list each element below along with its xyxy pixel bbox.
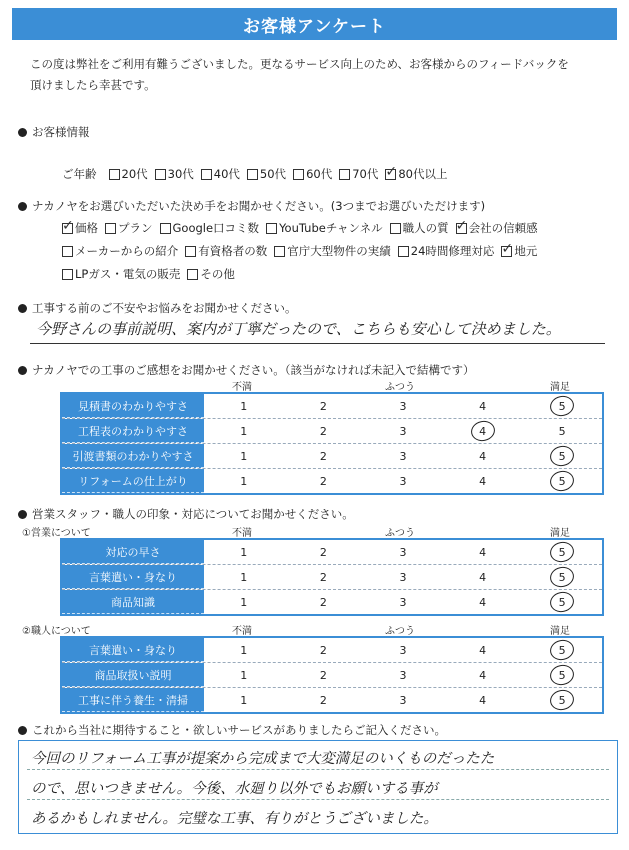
rating-number: 3	[399, 570, 407, 584]
rating-option-5[interactable]	[522, 590, 602, 614]
checkbox[interactable]	[109, 169, 120, 180]
rating-option-5[interactable]	[522, 688, 602, 712]
concerns-answer: 今野さんの事前説明、案内が丁寧だったので、こちらも安心して決めました。	[36, 320, 561, 338]
rating-row-label: 工程表のわかりやすさ	[62, 419, 204, 443]
checkbox[interactable]	[390, 223, 401, 234]
rating-option-1[interactable]	[204, 688, 284, 712]
rating-option-4[interactable]	[443, 469, 523, 493]
selected-circle-icon	[548, 663, 576, 688]
decision-options-row-2	[62, 240, 544, 259]
rating-row	[62, 688, 602, 712]
concerns-heading-text: 工事する前のご不安やお悩みをお聞かせください。	[32, 301, 297, 315]
checkmark-icon: ✓	[62, 217, 74, 234]
rating-number: 3	[399, 474, 407, 488]
rating-option-2[interactable]	[284, 565, 364, 589]
decision-heading-text: ナカノヤをお選びいただいた決め手をお聞かせください。(3つまでお選びいただけます)	[32, 199, 486, 213]
option-label: 職人の質	[402, 221, 449, 235]
rating-option-5[interactable]	[522, 394, 602, 418]
impressions-heading	[18, 362, 475, 378]
rating-number: 5	[558, 545, 566, 559]
checkbox-option[interactable]	[109, 166, 148, 182]
scale-high: 満足	[550, 382, 570, 393]
scale-mid: ふつう	[385, 382, 415, 393]
rating-option-4[interactable]	[443, 638, 523, 662]
rating-number: 2	[319, 545, 327, 559]
rating-number: 2	[319, 693, 327, 707]
rating-number: 1	[240, 545, 248, 559]
rating-number: 5	[558, 570, 566, 584]
rating-number: 4	[479, 693, 487, 707]
rating-number: 1	[240, 643, 248, 657]
checkbox-option[interactable]	[247, 166, 286, 182]
rating-number: 5	[558, 424, 566, 438]
rating-option-2[interactable]	[284, 540, 364, 564]
checkbox-option[interactable]	[293, 166, 332, 182]
intro-text	[30, 54, 610, 96]
concerns-heading	[18, 300, 297, 316]
rating-number: 5	[558, 595, 566, 609]
rating-option-1[interactable]	[204, 540, 284, 564]
checkbox[interactable]	[155, 169, 166, 180]
option-label: Google口コミ数	[172, 221, 260, 235]
selected-circle-icon	[548, 540, 576, 565]
checkbox-option[interactable]	[398, 243, 495, 259]
rating-number: 4	[479, 545, 487, 559]
craft-subheading: ②職人について	[22, 626, 91, 637]
rating-option-4[interactable]	[443, 540, 523, 564]
rating-number: 1	[240, 668, 248, 682]
rating-option-3[interactable]	[363, 638, 443, 662]
rating-number: 3	[399, 424, 407, 438]
option-label: YouTubeチャンネル	[279, 221, 383, 235]
selected-circle-icon	[548, 565, 576, 590]
rating-option-4[interactable]	[443, 394, 523, 418]
rating-number: 5	[558, 474, 566, 488]
rating-number: 4	[479, 570, 487, 584]
checkmark-icon: ✓	[455, 217, 468, 234]
rating-row-label: 商品取扱い説明	[62, 663, 204, 687]
scale-mid: ふつう	[385, 528, 415, 539]
checkbox-option[interactable]	[187, 266, 235, 282]
rating-option-4[interactable]	[443, 444, 523, 468]
checkbox-option[interactable]	[455, 217, 538, 236]
staff-heading-text: 営業スタッフ・職人の印象・対応についてお聞かせください。	[32, 507, 354, 521]
checkbox-option[interactable]	[105, 220, 153, 236]
rating-number: 3	[399, 668, 407, 682]
box-line	[27, 769, 609, 770]
rating-option-4[interactable]	[443, 565, 523, 589]
bullet-icon	[18, 726, 27, 735]
rating-number: 5	[558, 399, 566, 413]
selected-circle-icon	[548, 590, 576, 615]
selected-circle-icon	[548, 638, 576, 663]
rating-number: 1	[240, 595, 248, 609]
selected-circle-icon	[548, 469, 576, 494]
staff-heading	[18, 506, 354, 522]
rating-option-2[interactable]	[284, 444, 364, 468]
checkbox[interactable]	[62, 269, 73, 280]
rating-row-label: 工事に伴う養生・清掃	[62, 688, 204, 712]
option-label: 地元	[514, 244, 538, 258]
rating-row	[62, 663, 602, 688]
expectations-line-2: ので、思いつきません。今後、水廻り以外でもお願いする事が	[31, 781, 438, 797]
checkbox-option[interactable]	[185, 243, 267, 259]
rating-option-3[interactable]	[363, 540, 443, 564]
bullet-icon	[18, 202, 27, 211]
rating-option-2[interactable]	[284, 688, 364, 712]
bullet-icon	[18, 304, 27, 313]
rating-number: 3	[399, 545, 407, 559]
rating-option-5[interactable]	[522, 419, 602, 443]
rating-number: 2	[319, 570, 327, 584]
rating-option-1[interactable]	[204, 638, 284, 662]
option-label: 官庁大型物件の実績	[287, 244, 391, 258]
rating-number: 4	[479, 474, 487, 488]
checkbox[interactable]	[62, 217, 74, 234]
checkbox[interactable]	[266, 223, 277, 234]
rating-row	[62, 444, 602, 469]
rating-number: 2	[319, 668, 327, 682]
rating-number: 4	[479, 643, 487, 657]
checkbox-option[interactable]	[201, 166, 240, 182]
rating-option-1[interactable]	[204, 590, 284, 614]
scale-high: 満足	[550, 528, 570, 539]
checkbox[interactable]	[201, 169, 212, 180]
rating-option-2[interactable]	[284, 469, 364, 493]
rating-number: 2	[319, 399, 327, 413]
age-options	[62, 163, 454, 182]
rating-option-5[interactable]	[522, 444, 602, 468]
rating-number: 4	[479, 424, 487, 438]
rating-number: 1	[240, 570, 248, 584]
checkbox-option[interactable]	[501, 240, 538, 259]
checkbox[interactable]	[274, 246, 285, 257]
option-label: 24時間修理対応	[410, 244, 495, 258]
rating-option-4[interactable]	[443, 688, 523, 712]
checkbox[interactable]	[339, 169, 350, 180]
customer-info-heading	[18, 124, 90, 140]
checkbox[interactable]	[160, 223, 171, 234]
rating-number: 5	[558, 449, 566, 463]
customer-info-heading-text: お客様情報	[32, 125, 90, 139]
rating-option-5[interactable]	[522, 469, 602, 493]
rating-option-3[interactable]	[363, 565, 443, 589]
rating-number: 4	[479, 449, 487, 463]
rating-row-label: 見積書のわかりやすさ	[62, 394, 204, 418]
rating-number: 1	[240, 474, 248, 488]
rating-option-3[interactable]	[363, 663, 443, 687]
age-label: ご年齢	[62, 167, 97, 181]
craft-table	[60, 636, 604, 714]
survey-title: お客様アンケート	[12, 8, 617, 40]
scale-low: 不満	[232, 382, 252, 393]
selected-circle-icon	[469, 419, 497, 444]
intro-line-1: この度は弊社をご利用有難うございました。更なるサービス向上のため、お客様からのフィードバックを	[30, 57, 569, 71]
sales-table	[60, 538, 604, 616]
rating-option-5[interactable]	[522, 565, 602, 589]
rating-number: 2	[319, 643, 327, 657]
rating-number: 3	[399, 399, 407, 413]
rating-option-3[interactable]	[363, 444, 443, 468]
rating-row	[62, 469, 602, 493]
rating-row	[62, 419, 602, 444]
rating-number: 1	[240, 693, 248, 707]
checkbox-option[interactable]	[339, 166, 378, 182]
checkbox-option[interactable]	[274, 243, 391, 259]
rating-number: 2	[319, 449, 327, 463]
rating-row	[62, 565, 602, 590]
checkbox-option[interactable]	[266, 220, 383, 236]
checkbox-option[interactable]	[155, 166, 194, 182]
checkbox-option[interactable]	[160, 220, 260, 236]
checkbox-option[interactable]	[62, 266, 180, 282]
intro-line-2: 頂けましたら幸甚です。	[30, 78, 156, 92]
rating-row-label: リフォームの仕上がり	[62, 469, 204, 493]
rating-number: 3	[399, 595, 407, 609]
checkbox[interactable]	[105, 223, 116, 234]
rating-option-4[interactable]	[443, 663, 523, 687]
rating-number: 1	[240, 424, 248, 438]
bullet-icon	[18, 366, 27, 375]
option-label: 40代	[213, 167, 240, 181]
option-label: 30代	[167, 167, 194, 181]
rating-number: 2	[319, 595, 327, 609]
rating-option-3[interactable]	[363, 394, 443, 418]
option-label: 20代	[121, 167, 148, 181]
rating-option-1[interactable]	[204, 394, 284, 418]
checkbox[interactable]	[501, 240, 514, 257]
rating-number: 2	[319, 474, 327, 488]
expectations-heading	[18, 722, 446, 738]
rating-row	[62, 540, 602, 565]
rating-option-1[interactable]	[204, 565, 284, 589]
rating-row-label: 言葉遣い・身なり	[62, 638, 204, 662]
selected-circle-icon	[548, 394, 576, 419]
rating-option-1[interactable]	[204, 663, 284, 687]
bullet-icon	[18, 128, 27, 137]
checkmark-icon: ✓	[501, 240, 514, 257]
checkbox-option[interactable]	[62, 243, 178, 259]
option-label: 有資格者の数	[198, 244, 268, 258]
checkbox[interactable]	[187, 269, 198, 280]
scale-low: 不満	[232, 528, 252, 539]
option-label: 80代以上	[398, 167, 448, 181]
selected-circle-icon	[548, 688, 576, 713]
option-label: 60代	[306, 167, 333, 181]
rating-option-2[interactable]	[284, 663, 364, 687]
option-label: LPガス・電気の販売	[75, 267, 181, 281]
checkbox[interactable]	[293, 169, 304, 180]
checkbox-option[interactable]	[385, 163, 448, 182]
expectations-heading-text: これから当社に期待すること・欲しいサービスがありましたらご記入ください。	[32, 723, 446, 737]
rating-number: 4	[479, 668, 487, 682]
option-label: プラン	[118, 221, 153, 235]
expectations-line-3: あるかもしれません。完璧な工事、有りがとうございました。	[31, 811, 438, 827]
checkbox[interactable]	[455, 217, 468, 234]
decision-options-row-1	[62, 217, 545, 236]
rating-option-3[interactable]	[363, 469, 443, 493]
rating-number: 3	[399, 693, 407, 707]
rating-option-5[interactable]	[522, 540, 602, 564]
option-label: 50代	[259, 167, 287, 181]
sales-subheading: ①営業について	[22, 528, 91, 539]
rating-option-3[interactable]	[363, 590, 443, 614]
rating-option-1[interactable]	[204, 419, 284, 443]
rating-number: 3	[399, 643, 407, 657]
rating-option-2[interactable]	[284, 638, 364, 662]
impressions-table	[60, 392, 604, 495]
rating-row-label: 言葉遣い・身なり	[62, 565, 204, 589]
rating-option-2[interactable]	[284, 419, 364, 443]
checkbox[interactable]	[62, 246, 73, 257]
rating-option-4[interactable]	[443, 590, 523, 614]
rating-number: 5	[558, 643, 566, 657]
decision-options-row-3	[62, 266, 242, 282]
scale-low: 不満	[232, 626, 252, 637]
rating-number: 1	[240, 399, 248, 413]
rating-row	[62, 590, 602, 614]
checkbox[interactable]	[185, 246, 196, 257]
selected-circle-icon	[548, 444, 576, 469]
rating-option-5[interactable]	[522, 663, 602, 687]
impressions-heading-text: ナカノヤでの工事のご感想をお聞かせください。（該当がなければ未記入で結構です）	[32, 363, 475, 377]
option-label: その他	[200, 267, 235, 281]
rating-option-1[interactable]	[204, 469, 284, 493]
box-line	[27, 799, 609, 800]
rating-row	[62, 638, 602, 663]
option-label: 70代	[352, 167, 379, 181]
bullet-icon	[18, 510, 27, 519]
rating-option-1[interactable]	[204, 444, 284, 468]
rating-number: 4	[479, 595, 487, 609]
checkbox[interactable]	[247, 169, 258, 180]
checkbox[interactable]	[385, 163, 398, 180]
rating-option-3[interactable]	[363, 688, 443, 712]
expectations-line-1: 今回のリフォーム工事が提案から完成まで大変満足のいくものだったた	[31, 751, 495, 767]
expectations-box	[18, 740, 618, 834]
rating-row-label: 対応の早さ	[62, 540, 204, 564]
rating-number: 2	[319, 424, 327, 438]
rating-option-3[interactable]	[363, 419, 443, 443]
rating-number: 5	[558, 693, 566, 707]
option-label: 価格	[75, 221, 98, 235]
option-label: メーカーからの紹介	[75, 244, 179, 258]
rating-number: 4	[479, 399, 487, 413]
scale-high: 満足	[550, 626, 570, 637]
checkmark-icon: ✓	[385, 163, 398, 180]
rating-row-label: 商品知識	[62, 590, 204, 614]
checkbox-option[interactable]	[390, 220, 449, 236]
rating-option-2[interactable]	[284, 394, 364, 418]
rating-number: 3	[399, 449, 407, 463]
rating-option-2[interactable]	[284, 590, 364, 614]
rating-row	[62, 394, 602, 419]
rating-number: 1	[240, 449, 248, 463]
rating-number: 5	[558, 668, 566, 682]
rating-row-label: 引渡書類のわかりやすさ	[62, 444, 204, 468]
scale-mid: ふつう	[385, 626, 415, 637]
decision-heading	[18, 198, 485, 214]
checkbox-option[interactable]	[62, 217, 98, 236]
checkbox[interactable]	[398, 246, 409, 257]
rating-option-5[interactable]	[522, 638, 602, 662]
concerns-underline	[30, 343, 605, 344]
rating-option-4[interactable]	[443, 419, 523, 443]
option-label: 会社の信頼感	[468, 221, 538, 235]
